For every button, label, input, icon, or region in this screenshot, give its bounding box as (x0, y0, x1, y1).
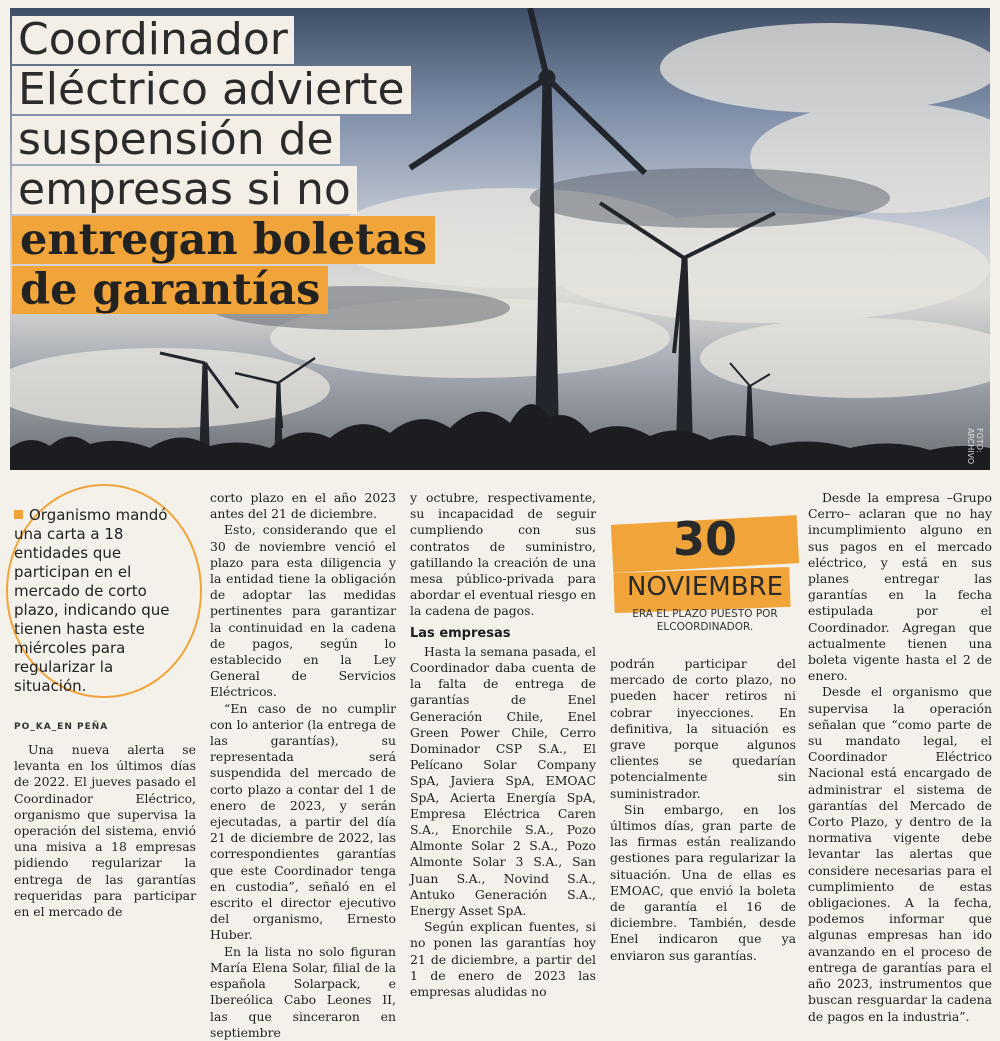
bullet-square-icon (14, 510, 23, 519)
column-4 (610, 656, 796, 964)
headline (12, 16, 432, 316)
headline-highlight: entregan boletas (12, 216, 435, 264)
stat-month: NOVIEMBRE (626, 572, 784, 602)
column-2 (210, 490, 396, 1041)
paragraph: Una nueva alerta se levanta en los últimos días de 2022. El jueves pasado el Coordinador Eléctrico, organismo que supervisa la operación del sistema, envió una misiva a 18 empresas pidiendo regularizar la entrega de las garantías requeridas para participar en el mercado de (14, 742, 196, 920)
paragraph: “En caso de no cumplir con lo anterior (la entrega de las garantías), su representada será suspendida del mercado de corto plazo a contar del 1 de enero de 2023, y serán ejecutadas, a partir del día 21 de diciembre de 2022, las correspondientes garantías que este Coordinador tenga en custodia”, señaló en el escrito el director ejecutivo del organismo, Ernesto Huber. (210, 700, 396, 943)
paragraph: En la lista no solo figuran María Elena Solar, filial de la española Solarpack, e Ibereólica Cabo Leones II, las que sinceraron en septiembre (210, 943, 396, 1040)
headline-highlight: de garantías (12, 266, 328, 314)
lead-text: Organismo mandó una carta a 18 entidades que participan en el mercado de corto plazo, indicando que tienen hasta este miércoles para regularizar la situación. (14, 506, 170, 695)
subhead: Las empresas (410, 625, 511, 641)
headline-line: Coordinador (12, 16, 294, 64)
column-1 (14, 742, 196, 920)
paragraph: podrán participar del mercado de corto plazo, no pueden hacer retiros ni cobrar inyecciones. En definitiva, la situación es grave porque algunos clientes se quedarían potencialmente sin suministrador. (610, 656, 796, 801)
paragraph: Esto, considerando que el 30 de noviembre venció el plazo para esta diligencia y la entidad tiene la obligación de adoptar las medidas pertinentes para garantizar la continuidad en la cadena de pagos, según lo establecido en la Ley General de Servicios Eléctricos. (210, 522, 396, 700)
photo-credit: FOTO: ARCHIVO (966, 428, 984, 465)
column-5 (808, 490, 992, 1025)
paragraph: y octubre, respectivamente, su incapacidad de seguir cumpliendo con sus contratos de suministro, gatillando la creación de una mesa público-privada para abordar el eventual riesgo en la cadena de pagos. (410, 490, 596, 619)
paragraph: Desde la empresa –Grupo Cerro– aclaran que no hay incumplimiento alguno en sus pagos en el mercado eléctrico, y está en sus planes entregar las garantías en la fecha estipulada por el Coordinador. Agregan que actualmente tienen una boleta vigente hasta el 2 de enero. (808, 490, 992, 684)
headline-line: Eléctrico advierte (12, 66, 411, 114)
headline-line: empresas si no (12, 166, 357, 214)
lead-summary (14, 506, 184, 696)
headline-line: suspensión de (12, 116, 340, 164)
paragraph: Desde el organismo que supervisa la operación señalan que “como parte de su mandato legal, el Coordinador Eléctrico Nacional está encargado de administrar el sistema de garantías del Mercado de Corto Plazo, y dentro de la normativa vigente debe levantar las alertas que considere necesarias para el cumplimiento de estas obligaciones. A la fecha, podemos informar que algunas empresas han ido avanzando en el proceso de entrega de garantías para el año 2023, instrumentos que buscan resguardar la cadena de pagos en la industria”. (808, 684, 992, 1024)
paragraph: Según explican fuentes, si no ponen las garantías hoy 21 de diciembre, a partir del 1 de enero de 2023 las empresas aludidas no (410, 919, 596, 1000)
column-3 (410, 490, 596, 1000)
paragraph: Hasta la semana pasada, el Coordinador daba cuenta de la falta de entrega de garantías de Enel Generación Chile, Enel Green Power Chile, Cerro Dominador CSP S.A., El Pelícano Solar Company SpA, Javiera SpA, EMOAC SpA, Acierta Energía SpA, Empresa Eléctrica Caren S.A., Enorchile S.A., Pozo Almonte Solar 2 S.A., Pozo Almonte Solar 3 S.A., San Juan S.A., Novind S.A., Antuko Generación S.A., Energy Asset SpA. (410, 643, 596, 919)
stat-number: 30 (672, 512, 737, 566)
stat-caption: ERA EL PLAZO PUESTO POR ELCOORDINADOR. (632, 608, 778, 633)
stat-callout (612, 510, 798, 640)
byline: PO_KA_EN PEÑA (14, 722, 109, 732)
paragraph: Sin embargo, en los últimos días, gran parte de las firmas están realizando gestiones para regularizar la situación. Una de ellas es EMOAC, que envió la boleta de garantía el 16 de diciembre. También, desde Enel indicaron que ya enviaron sus garantías. (610, 801, 796, 963)
paragraph: corto plazo en el año 2023 antes del 21 de diciembre. (210, 490, 396, 522)
